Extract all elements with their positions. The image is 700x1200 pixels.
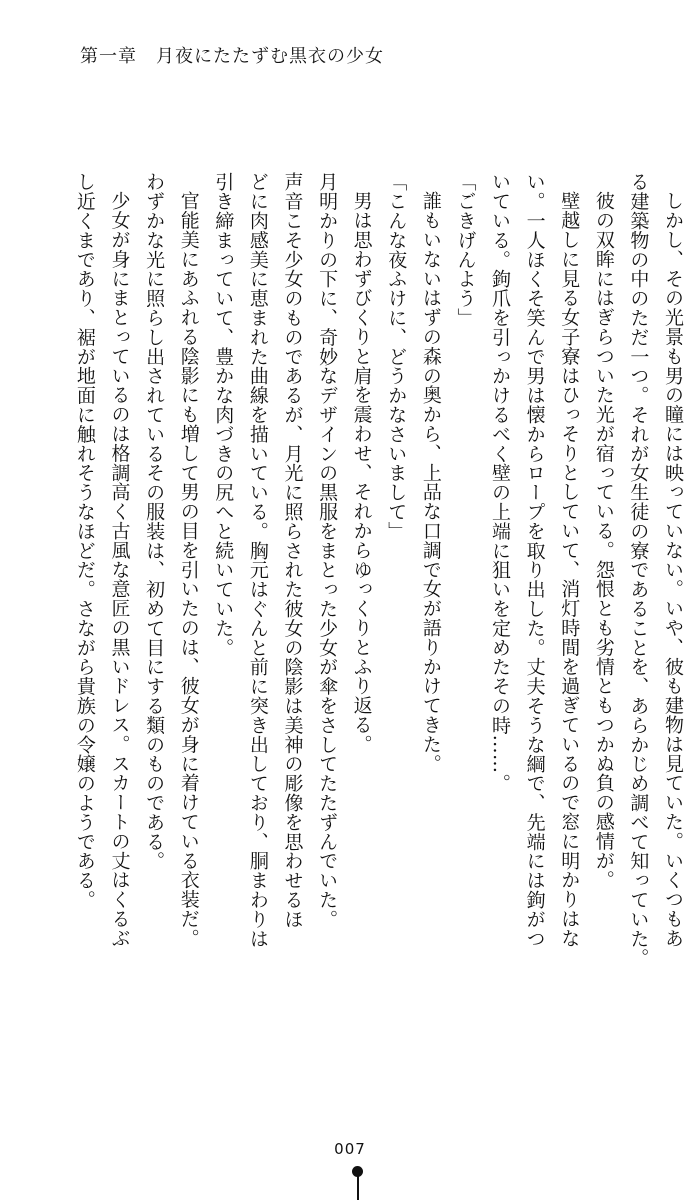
text-column: いている。鉤爪を引っかけるべく壁の上端に狙いを定めたその時……。 (489, 172, 512, 793)
text-column: る建築物の中のただ一つ。それが女生徒の寮であることを、あらかじめ調べて知っていた。 (627, 172, 650, 968)
page-marker-line (357, 1176, 359, 1200)
text-column: 誰もいないはずの森の奥から、上品な口調で女が語りかけてきた。 (419, 191, 442, 774)
page-number: 007 (334, 1140, 366, 1158)
chapter-title: 第一章 月夜にたたずむ黒衣の少女 (80, 46, 384, 67)
text-column: しかし、その光景も男の瞳には映っていない。いや、彼も建物は見ていた。いくつもあ (662, 191, 684, 948)
text-column: 男は思わずびくりと肩を震わせ、それからゆっくりとふり返る。 (350, 191, 373, 754)
body-text (67, 172, 690, 982)
text-column: 壁越しに見る女子寮はひっそりとしていて、消灯時間を過ぎているので窓に明かりはな (558, 191, 581, 948)
text-column: し近くまであり、裾が地面に触れそうなほどだ。さながら貴族の令嬢のようである。 (73, 172, 96, 910)
text-column: どに肉感美に恵まれた曲線を描いている。胸元はぐんと前に突き出しており、胴まわりは (246, 172, 269, 948)
text-column: 「こんな夜ふけに、どうかなさいまして」 (385, 172, 408, 541)
text-column: 声音こそ少女のものであるが、月光に照らされた彼女の陰影は美神の彫像を思わせるほ (281, 172, 304, 929)
text-column: い。一人ほくそ笑んで男は懐からロープを取り出した。丈夫そうな綱で、先端には鉤がつ (523, 172, 546, 948)
text-column: 彼の双眸にはぎらついた光が宿っている。怨恨とも劣情ともつかぬ負の感情が。 (592, 191, 615, 890)
text-column: 引き締まっていて、豊かな肉づきの尻へと続いていた。 (212, 172, 235, 657)
text-column: 月明かりの下に、奇妙なデザインの黒服をまとった少女が傘をさしてたたずんでいた。 (316, 172, 339, 929)
text-column: 「ごきげんよう」 (454, 172, 477, 328)
text-column: 官能美にあふれる陰影にも増して男の目を引いたのは、彼女が身に着けている衣装だ。 (177, 191, 200, 948)
text-column: 少女が身にまとっているのは格調高く古風な意匠の黒いドレス。スカートの丈はくるぶ (108, 191, 131, 948)
text-column: わずかな光に照らし出されているその服装は、初めて目にする類のものである。 (143, 172, 166, 871)
